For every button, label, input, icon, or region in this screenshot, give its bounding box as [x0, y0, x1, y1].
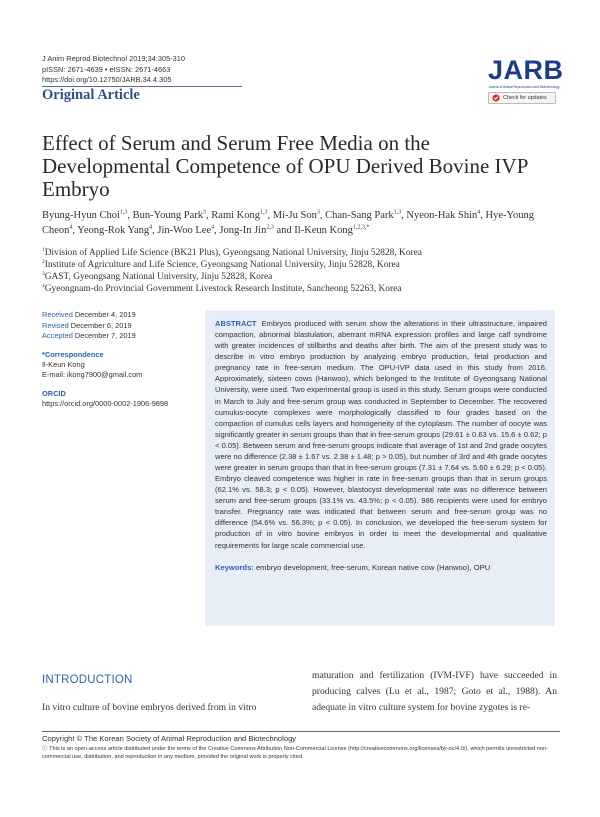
author-name-text: Bun-Young Park [132, 210, 204, 221]
introduction-heading: INTRODUCTION [42, 674, 133, 686]
keywords-value: embryo development, free-serum, Korean native cow (Hanwoo), OPU [255, 562, 491, 572]
author-name [157, 225, 214, 236]
author-affiliation-sup: 4 [149, 224, 153, 231]
author-name-text: Mi-Ju Son [272, 210, 317, 221]
keywords-line [215, 562, 547, 573]
logo-text: JARB [488, 55, 564, 85]
orcid-heading: ORCID [42, 389, 66, 398]
affiliation-text: Division of Applied Life Science (BK21 Plus), Gyeongsang National University, Jinju 52828, Korea [44, 248, 422, 258]
license-notice [42, 746, 562, 761]
abstract-paragraph [215, 318, 547, 551]
author-affiliation-sup: 1,3 [260, 209, 268, 216]
correspondence-heading: *Correspondence [42, 350, 104, 359]
author-affiliation-sup: 1,2,3,* [352, 224, 370, 231]
author-name-text: Chan-Sang Park [325, 210, 394, 221]
journal-issn: pISSN: 2671-4639 • eISSN: 2671-4663 [42, 64, 171, 74]
accepted-date [42, 331, 136, 342]
orcid-link[interactable]: https://orcid.org/0000-0002-1906-9898 [42, 399, 169, 408]
affiliation-number: 4 [42, 282, 45, 289]
author-name [406, 210, 480, 221]
affiliation-number: 3 [42, 270, 45, 277]
affiliation-number: 1 [42, 246, 45, 253]
author-name-text: Rami Kong [211, 210, 261, 221]
creative-commons-icon: ⓒ [42, 746, 48, 752]
check-updates-icon [492, 94, 500, 102]
correspondence-email[interactable]: E-mail: ikong7900@gmail.com [42, 370, 143, 379]
author-list: Byung-Hyun Choi$^{1,3}$, Bun-Young Park$^3$, Rami Kong$^{1,3}$, Mi-Ju Son$^3$, Chan-Sang Park$^{1,3}$, Nyeon-Hak Shin$^4$, Hye-Young Cheon$^4$, Yeong-Rok Yang$^4$, Jin-Woo Lee$^4$, Jong-In Jin$^{2,3}$ and Il-Keun Kong$^{1,2,3,*}$ [42, 209, 535, 236]
abstract-body: Embryos produced with serum show the alterations in their ultrastructure, impaired compaction, abnormal blastulation, aberrant mRNA expression profiles and large calf syndrome with greater incidences of stillbirths and deaths after birth. The aim of the present study was to describe in vitro embryo production by analyzing embryo production, fetal production and pregnancy rate in free-serum medium. The OPU-IVP data used in this study from 2016. Approximately, sixteen cows (Hanwoo), which belonged to the Institute of Gyeongsang National University, were used. Two experimental group is used in this study. Serum groups were conducted in March to July and free-serum group was conducted in September to December. The recovered cumulus-oocyte complexes were morphologically classified to four grades based on the compaction of cumulus cells layers and homogeneity of the cytoplasm. The number of oocyte was significantly greater in serum groups than that in free-serum groups (29.61 ± 0.63 vs. 15.6 ± 0.62; p < 0.05). Between serum and free-serum groups indicate that average of 1st and 2nd grade oocytes were no difference (2.38 ± 1.67 vs. 2.38 ± 1.48; p > 0.05), but number of 3rd and 4th grade oocytes were greater in serum groups than that in free-serum groups (7.31 ± 7.64 vs. 5.60 ± 6.29; p < 0.05). Embryo cleaved competence was higher in rate in free-serum groups than that in serum groups (62.1% vs. 58.3; p < 0.05). However, blastocyst developmental rate was no difference between serum and free-serum groups (33.1% vs. 43.5%; p < 0.05). 986 recipients were used for embryo transfer. Pregnancy rate was indicated that between serum and free-serum group was no difference (54.6% vs. 56.3%; p < 0.05). In conclusion, we developed the free-serum system for production of in vitro bovine embryos in order to meet the developmental and qualitative requirements for large scale commercial use. [215, 319, 547, 550]
author-name-text: Jong-In Jin [219, 225, 267, 236]
article-type: Original Article [42, 87, 140, 103]
affiliation-item [42, 283, 562, 295]
author-name [219, 225, 273, 236]
journal-citation: J Anim Reprod Biotechnol 2019;34:305-310 [42, 54, 185, 63]
author-name [42, 210, 127, 221]
author-name [77, 225, 152, 236]
received-date [42, 310, 136, 321]
author-affiliation-sup: 4 [211, 224, 215, 231]
author-affiliation-sup: 3 [316, 209, 320, 216]
affiliation-item [42, 271, 562, 283]
author-name [325, 210, 401, 221]
author-name-text: Il-Keun Kong [294, 225, 353, 236]
orcid-block [42, 389, 168, 409]
author-name-text: Hye-Young Cheon [42, 210, 535, 236]
author-name-text: Byung-Hyun Choi [42, 210, 120, 221]
journal-meta [42, 54, 185, 86]
correspondence-name: Il-Keun Kong [42, 360, 85, 369]
keywords-label: Keywords: [215, 562, 254, 572]
abstract-label: ABSTRACT [215, 319, 257, 328]
license-text: This is an open-access article distributed under the terms of the Creative Commons Attribution Non-Commercial License (http://creativecommons.org/licenses/by-nc/4.0/), which permits unrestricted non-commercial use, distribution, and reproduction in any medium, provided the original work is properly cited. [42, 746, 549, 760]
affiliation-number: 2 [42, 258, 45, 265]
article-dates [42, 310, 136, 342]
author-affiliation-sup: 4 [69, 224, 73, 231]
affiliation-item [42, 259, 562, 271]
correspondence-block [42, 350, 142, 380]
accepted-label: Accepted [42, 331, 73, 340]
affiliation-text: Institute of Agriculture and Life Science, Gyeongsang National University, Jinju 52828, Korea [44, 260, 400, 270]
author-affiliation-sup: 2,3 [266, 224, 274, 231]
journal-logo [488, 55, 564, 104]
revised-date [42, 321, 136, 332]
author-name-text: Nyeon-Hak Shin [406, 210, 478, 221]
copyright-notice: Copyright © The Korean Society of Animal Reproduction and Biotechnology [42, 734, 297, 743]
logo-subtitle: Journal of Animal Reproduction and Biotechnology [488, 85, 560, 89]
author-name [273, 210, 320, 221]
check-for-updates-button[interactable] [488, 92, 556, 104]
affiliation-text: GAST, Gyeongsang National University, Jinju 52828, Korea [44, 272, 273, 282]
received-label: Received [42, 310, 73, 319]
article-title: Effect of Serum and Serum Free Media on the Developmental Competence of OPU Derived Bovine IVP Embryo [42, 131, 528, 201]
revised-value: December 6, 2019 [70, 320, 132, 330]
author-name-text: Yeong-Rok Yang [77, 225, 150, 236]
author-name [133, 210, 206, 221]
author-name [211, 210, 267, 221]
check-updates-label: Check for updates [503, 95, 547, 101]
footer-divider [42, 731, 560, 732]
received-value: December 4, 2019 [74, 310, 136, 319]
author-name-text: Jin-Woo Lee [157, 225, 212, 236]
introduction-column-1: In vitro culture of bovine embryos derived from in vitro [42, 702, 257, 713]
affiliation-list [42, 247, 562, 295]
author-affiliation-sup: 1,3 [393, 209, 402, 216]
author-name [294, 225, 369, 236]
affiliation-item [42, 247, 562, 259]
journal-doi-link[interactable]: https://doi.org/10.12750/JARB.34.4.305 [42, 75, 172, 84]
author-affiliation-sup: 1,3 [119, 209, 128, 216]
revised-label: Revised [42, 320, 69, 330]
abstract-box [205, 310, 555, 626]
author-affiliation-sup: 3 [203, 209, 207, 216]
author-affiliation-sup: 4 [477, 209, 481, 216]
affiliation-text: Gyeongnam-do Provincial Government Livestock Research Institute, Sancheong 52263, Korea [44, 284, 402, 294]
accepted-value: December 7, 2019 [74, 331, 136, 340]
introduction-column-2: maturation and fertilization (IVM-IVF) have succeeded in producing calves (Lu et al., 1987; Goto et al., 1988). An adequate in vitro culture system for bovine zygotes is re- [312, 670, 557, 713]
